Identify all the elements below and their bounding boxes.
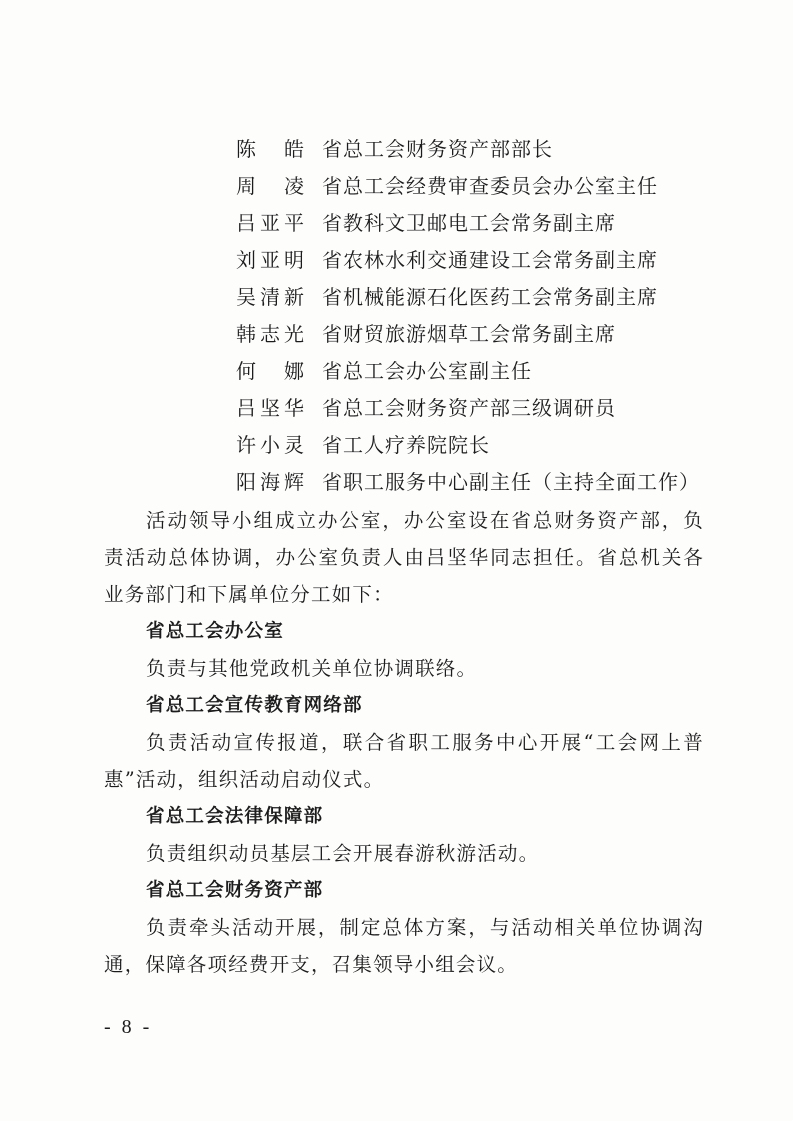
- member-role: 省总工会财务资产部部长: [322, 137, 553, 161]
- member-row: [236, 316, 716, 353]
- member-list: [236, 131, 716, 501]
- member-row: [236, 168, 716, 205]
- member-row: [236, 279, 716, 316]
- member-row: [236, 242, 716, 279]
- member-role: 省职工服务中心副主任（主持全面工作）: [322, 470, 700, 494]
- department-duty: 负责活动宣传报道，联合省职工服务中心开展“工会网上普惠”活动，组织活动启动仪式。: [104, 731, 704, 791]
- department-duty: 负责牵头活动开展，制定总体方案，与活动相关单位协调沟通，保障各项经费开支，召集领导小组会议。: [104, 916, 704, 976]
- member-row: [236, 205, 716, 242]
- member-role: 省总工会经费审查委员会办公室主任: [322, 174, 658, 198]
- department-heading: 省总工会法律保障部: [146, 806, 324, 827]
- member-name: 周 凌: [236, 174, 304, 198]
- member-name: 刘 亚 明: [236, 248, 304, 272]
- department-duty: 负责组织动员基层工会开展春游秋游活动。: [146, 842, 540, 865]
- department-heading: 省总工会办公室: [146, 621, 284, 642]
- member-role: 省财贸旅游烟草工会常务副主席: [322, 322, 616, 346]
- department-duty: 负责与其他党政机关单位协调联络。: [146, 657, 478, 680]
- body-text: [104, 502, 704, 983]
- member-row: [236, 427, 716, 464]
- intro-paragraph: 活动领导小组成立办公室，办公室设在省总财务资产部，负责活动总体协调，办公室负责人由吕坚华同志担任。省总机关各业务部门和下属单位分工如下：: [104, 509, 704, 606]
- member-row: [236, 353, 716, 390]
- member-name: 何 娜: [236, 359, 304, 383]
- member-name: 吕 坚 华: [236, 396, 304, 420]
- member-name: 阳 海 辉: [236, 470, 304, 494]
- member-row: [236, 390, 716, 427]
- member-name: 吕 亚 平: [236, 211, 304, 235]
- member-name: 许 小 灵: [236, 433, 304, 457]
- member-role: 省总工会财务资产部三级调研员: [322, 396, 616, 420]
- member-name: 吴 清 新: [236, 285, 304, 309]
- department-heading: 省总工会财务资产部: [146, 880, 324, 901]
- member-role: 省农林水利交通建设工会常务副主席: [322, 248, 658, 272]
- member-role: 省教科文卫邮电工会常务副主席: [322, 211, 616, 235]
- page-number: - 8 -: [104, 1016, 153, 1038]
- member-role: 省工人疗养院院长: [322, 433, 490, 457]
- department-heading: 省总工会宣传教育网络部: [146, 695, 363, 716]
- member-row: [236, 464, 716, 501]
- member-role: 省总工会办公室副主任: [322, 359, 532, 383]
- member-name: 陈 皓: [236, 137, 304, 161]
- member-row: [236, 131, 716, 168]
- member-role: 省机械能源石化医药工会常务副主席: [322, 285, 658, 309]
- member-name: 韩 志 光: [236, 322, 304, 346]
